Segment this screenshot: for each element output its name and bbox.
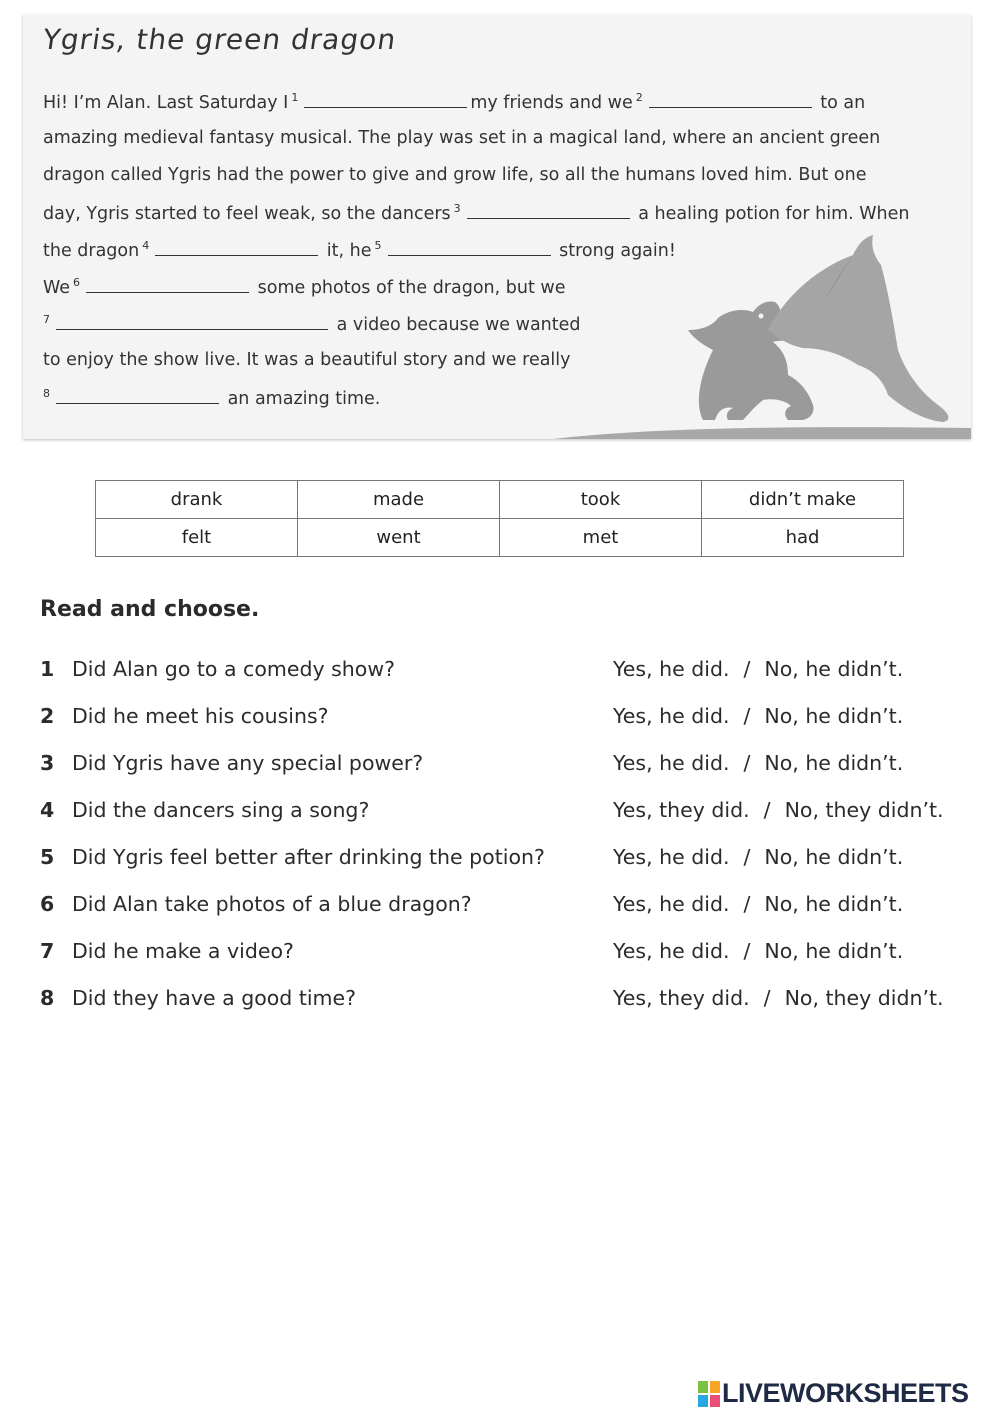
question-row: 2 Did he meet his cousins? Yes, he did. / No, he didn’t. (40, 704, 904, 728)
story-line-1: Hi! I’m Alan. Last Saturday I $^1$ my friends and we $^2$ to an (43, 91, 866, 113)
word-bank-row (96, 519, 904, 557)
word-bank-cell: went (298, 519, 500, 557)
answer-yes[interactable]: Yes, he did. (613, 751, 730, 775)
dragon-illustration (553, 230, 971, 439)
story-line-9: $^8$ an amazing time. (43, 387, 381, 409)
gap-8-input[interactable] (56, 389, 219, 404)
exercise-heading: Read and choose. (40, 597, 260, 622)
answer-yes[interactable]: Yes, he did. (613, 939, 730, 963)
answer-no[interactable]: No, they didn’t. (784, 986, 944, 1010)
answer-no[interactable]: No, he didn’t. (764, 751, 904, 775)
word-bank-cell: took (500, 481, 702, 519)
story-card (23, 15, 971, 439)
answer-yes[interactable]: Yes, he did. (613, 704, 730, 728)
answer-yes[interactable]: Yes, he did. (613, 845, 730, 869)
answer-yes[interactable]: Yes, he did. (613, 657, 730, 681)
gap-5-input[interactable] (388, 241, 551, 256)
story-title: Ygris, the green dragon (40, 23, 399, 56)
story-line-5: the dragon $^4$ it, he $^5$ strong again! (43, 239, 676, 261)
story-line-2: amazing medieval fantasy musical. The play was set in a magical land, where an ancient green (43, 128, 881, 148)
gap-number-1: 1 (291, 91, 299, 104)
question-row: 7 Did he make a video? Yes, he did. / No, he didn’t. (40, 939, 904, 963)
liveworksheets-logo-text: LIVEWORKSHEETS (722, 1378, 969, 1408)
story-line-6: We $^6$ some photos of the dragon, but we (43, 276, 566, 298)
question-row: 3 Did Ygris have any special power? Yes, he did. / No, he didn’t. (40, 751, 904, 775)
story-line-4: day, Ygris started to feel weak, so the dancers $^3$ a healing potion for him. When (43, 202, 910, 224)
gap-7-input[interactable] (56, 315, 328, 330)
question-row: 8 Did they have a good time? Yes, they did. / No, they didn’t. (40, 986, 944, 1010)
question-row: 6 Did Alan take photos of a blue dragon? Yes, he did. / No, he didn’t. (40, 892, 904, 916)
gap-number-4: 4 (142, 239, 150, 252)
gap-1-input[interactable] (304, 93, 467, 108)
answer-no[interactable]: No, they didn’t. (784, 798, 944, 822)
story-line-8: to enjoy the show live. It was a beautiful story and we really (43, 350, 571, 370)
question-row: 4 Did the dancers sing a song? Yes, they did. / No, they didn’t. (40, 798, 944, 822)
gap-number-5: 5 (374, 239, 382, 252)
gap-6-input[interactable] (86, 278, 249, 293)
gap-number-8: 8 (43, 387, 50, 400)
answer-yes[interactable]: Yes, he did. (613, 892, 730, 916)
story-line-3: dragon called Ygris had the power to give and grow life, so all the humans loved him. But one (43, 165, 867, 185)
word-bank-table (95, 480, 904, 557)
answer-no[interactable]: No, he didn’t. (764, 657, 904, 681)
word-bank-cell: met (500, 519, 702, 557)
answer-no[interactable]: No, he didn’t. (764, 939, 904, 963)
answer-no[interactable]: No, he didn’t. (764, 845, 904, 869)
story-line-7: $^7$ a video because we wanted (43, 313, 581, 335)
gap-4-input[interactable] (155, 241, 318, 256)
answer-no[interactable]: No, he didn’t. (764, 892, 904, 916)
question-row: 5 Did Ygris feel better after drinking the potion? Yes, he did. / No, he didn’t. (40, 845, 904, 869)
gap-number-2: 2 (635, 91, 643, 104)
gap-3-input[interactable] (467, 204, 630, 219)
answer-yes[interactable]: Yes, they did. (613, 798, 750, 822)
gap-number-7: 7 (43, 313, 50, 326)
word-bank-cell: had (702, 519, 904, 557)
answer-yes[interactable]: Yes, they did. (613, 986, 750, 1010)
liveworksheets-logo-icon (698, 1381, 720, 1407)
answer-no[interactable]: No, he didn’t. (764, 704, 904, 728)
gap-2-input[interactable] (649, 93, 812, 108)
gap-number-3: 3 (453, 202, 461, 215)
word-bank-cell: felt (96, 519, 298, 557)
word-bank-cell: drank (96, 481, 298, 519)
gap-number-6: 6 (73, 276, 81, 289)
word-bank-cell: made (298, 481, 500, 519)
question-row: 1 Did Alan go to a comedy show? Yes, he did. / No, he didn’t. (40, 657, 904, 681)
word-bank-cell: didn’t make (702, 481, 904, 519)
word-bank-row (96, 481, 904, 519)
